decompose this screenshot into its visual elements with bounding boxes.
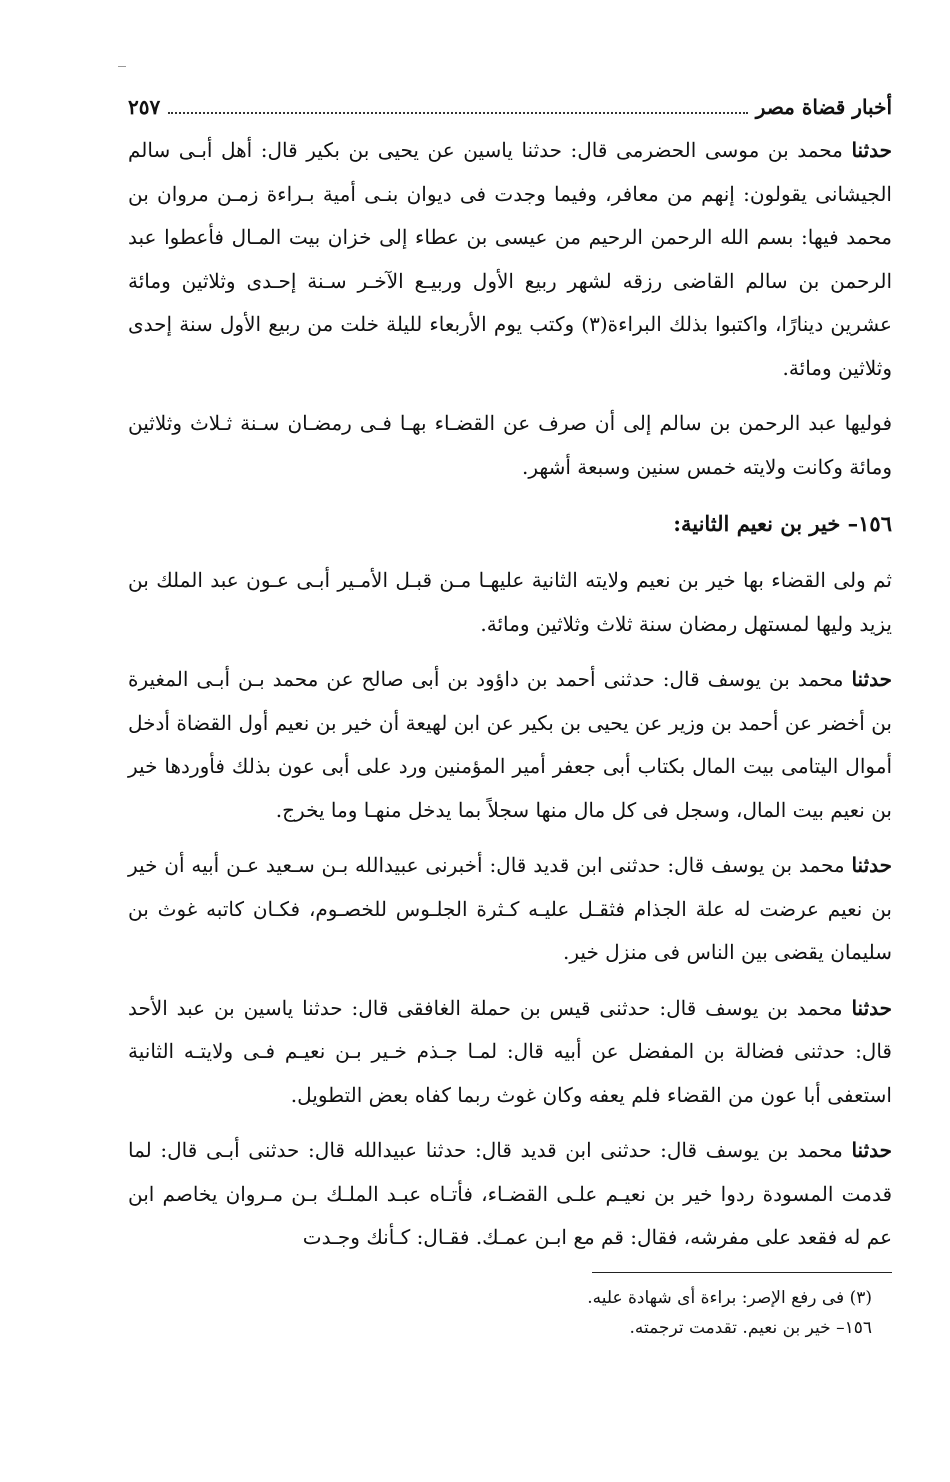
paragraph-lead: حدثنا [851,667,892,691]
leader-dots [168,112,748,114]
running-head [128,95,892,129]
paragraph-text: محمد بن يوسف قال: حدثنى ابن قديد قال: حدثنا عبيدالله قال: حدثنى أبـى قال: لما قدمت المسودة ردوا خير بن نعيـم علـى القضـاء، فأتـاه عبـد الملـك بـن مـروان يخاصم ابن عم له فقعد على مفرشه، فقال: قم مع ابـن عمـك. فقـال: كـأنك وجـدت [128,1138,892,1249]
scan-mark [118,66,126,67]
paragraph-text: محمد بن يوسف قال: حدثنى ابن قديد قال: أخبرنى عبيدالله بـن سـعيد عـن أبيه أن خير بن نعيم عرضت له علة الجذام فثقـل عليـه كـثرة الجلـوس للخصـوم، فكـان كاتبه غوث بن سليمان يقضى بين الناس فى منزل خير. [128,853,892,964]
paragraph-text: محمد بن يوسف قال: حدثنى أحمد بن داؤود بن أبى صالح عن محمد بـن أبـى المغيرة بن أخضر عن أحمد بن وزير عن يحيى بن بكير عن ابن لهيعة أن خير بن نعيم أول القضاة أدخل أموال اليتامى بيت المال بكتاب أبى جعفر أمير المؤمنين ورد على أبى عون بذلك فأوردها خير بن نعيم بيت المال، وسجل فى كل مال منها سجلاً بما يدخل منهـا وما يخرج. [128,667,892,822]
footnote-rule [592,1272,892,1273]
paragraph-lead: حدثنا [851,138,892,162]
paragraph-5 [128,844,892,975]
paragraph-text: محمد بن موسى الحضرمى قال: حدثنا ياسين عن يحيى بن بكير قال: أهل أبـى سالم الجيشانى يقولون: إنهم من معافر، وفيما وجدت فى ديوان بنـى أمية بـراءة زمـن مروان بن محمد فيها: بسم الله الرحمن الرحيم من عيسى بن عطاء إلى خزان بيت المـال فأعطوا عبد الرحمن بن سالم القاضى رزقه لشهر ربيع الأول وربيـع الآخـر سـنة إحـدى وثلاثين ومائة عشرين دينارًا، واكتبوا بذلك البراءة(٣) وكتب يوم الأربعاء لليلة خلت من ربيع الأول سنة إحدى وثلاثين ومائة. [128,138,892,380]
book-title: أخبار قضاة مصر [755,95,892,119]
paragraph-3 [128,559,892,646]
footnote-1: (٣) فى رفع الإصر: براءة أى شهادة عليه. [587,1287,872,1308]
paragraph-lead: حدثنا [851,1138,892,1162]
section-heading: ١٥٦– خير بن نعيم الثانية: [673,511,892,536]
paragraph-lead: حدثنا [851,995,892,1020]
paragraph-4 [128,658,892,832]
page-number: ٢٥٧ [128,95,161,119]
paragraph-lead: حدثنا [851,853,892,877]
paragraph-text: محمد بن يوسف قال: حدثنى قيس بن حملة الغافقى قال: حدثنا ياسين بن عبد الأحد قال: حدثنى فضالة بن المفضل عن أبيه قال: لمـا جـذم خـير بـن نعيـم فـى ولايتـه الثانية استعفى أبا عون من القضاء فلم يعفه وكان غوث ربما كفاه بعض التطويل. [128,995,892,1107]
paragraph-1 [128,129,892,390]
paragraph-6 [128,987,892,1118]
paragraph-text: فوليها عبد الرحمن بن سالم إلى أن صرف عن القضـاء بهـا فـى رمضـان سـنة ثـلاث وثلاثين ومائة وكانت ولايته خمس سنين وسبعة أشهر. [128,411,892,479]
footnote-2: ١٥٦– خير بن نعيم. تقدمت ترجمته. [629,1317,872,1338]
paragraph-7 [128,1129,892,1260]
book-page [128,95,892,1343]
paragraph-2 [128,402,892,489]
paragraph-text: ثم ولى القضاء بها خير بن نعيم ولايته الثانية عليهـا مـن قبـل الأمـير أبـى عـون عبد الملك بن يزيد وليها لمستهل رمضان سنة ثلاث وثلاثين ومائة. [128,568,892,636]
